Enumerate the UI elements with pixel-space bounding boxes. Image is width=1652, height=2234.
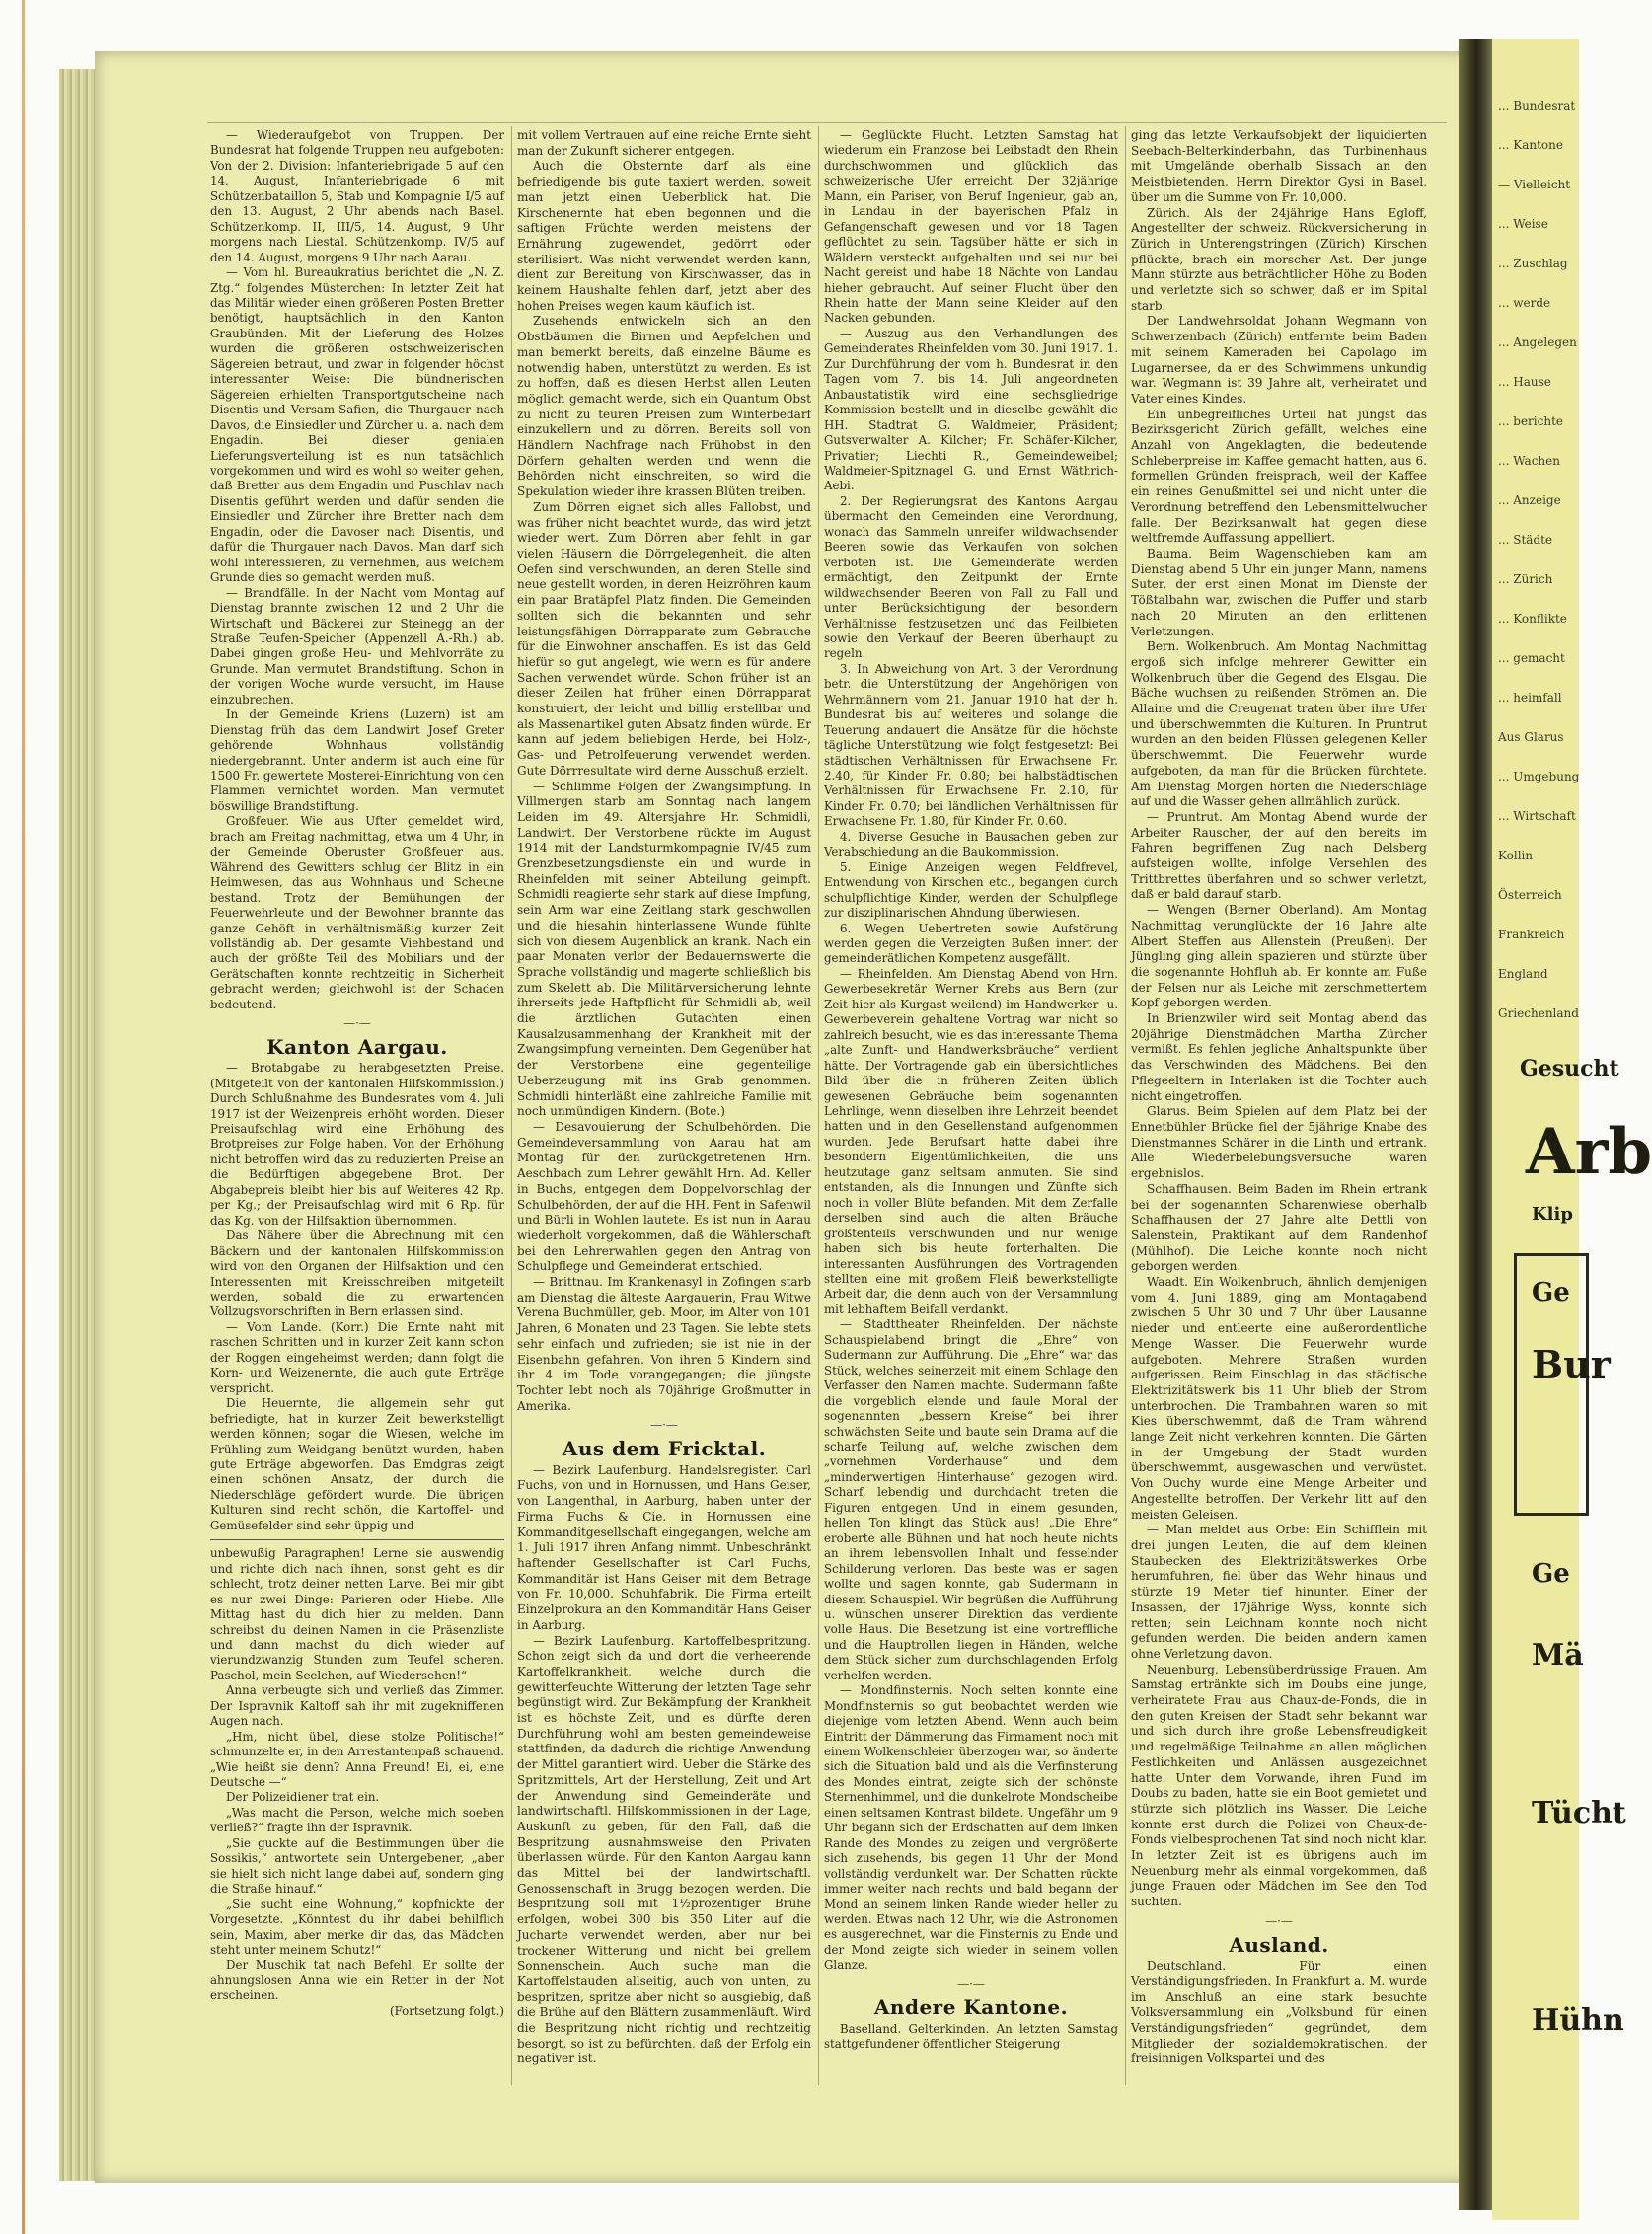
next-page-text-line: Aus Glarus [1498,730,1564,744]
article-truppen: — Wiederaufgebot von Truppen. Der Bundesrat hat folgende Truppen neu aufgeboten: Von der 2. Division: Infanteriebrigade 5 auf den 14. August, Infanteriebrigade 6 mit Schützenbataillon 5, Stab und Kompagnie I/5 auf den 13. August, 2 Uhr abends nach Basel. Schützenkomp. II, III/5, 14. August, 9 Uhr morgens nach Liestal. Schützenkomp. IV/5 auf den 14. August, morgens 9 Uhr nach Aarau. [210,128,504,264]
feuilleton-text: „Sie sucht eine Wohnung,“ kopfnickte der Vorgesetzte. „Könntest du ihr dabei behilflich sein, Maxim, aber merke dir das, das Mädchen steht unter meinem Schutz!“ [210,1897,504,1958]
next-page-text-line: Österreich [1498,888,1562,902]
article-gelterkinden-cont: ging das letzte Verkaufsobjekt der liquidierten Seebach-Belterkinderbahn, das Turbinenhaus mit Umgelände oberhalb Sissach an den Meistbietenden, Herrn Direktor Gysi in Basel, über um die Summe von Fr. 10,000. [1131,128,1427,204]
article-flucht: — Geglückte Flucht. Letzten Samstag hat wiederum ein Franzose bei Leibstadt den Rhein durchschwommen und glücklich das schweizerische Ufer erreicht. Der 32jährige Mann, ein Pariser, von Beruf Ingenieur, gab an, in Landau in der bayerischen Pfalz in Gefangenschaft gewesen und vor 18 Tagen geflüchtet zu sein. Tagsüber hätte er sich in Wäldern versteckt aufgehalten und sei nur bei Nacht gereist und habe 18 Nächte von Landau hieher gebraucht. Auf seiner Flucht über den Rhein hatte der Mann seine Kleider auf den Nacken gebunden. [824,128,1118,326]
next-page-text-line: ... Kantone [1498,138,1563,152]
article-wengen: — Wengen (Berner Oberland). Am Montag Nachmittag verunglückte der 16 Jahre alte Albert Steffen aus Allenstein (Preußen). Der Jüngling ging allein spazieren und stürzte über die sogenannte Hohfluh ab. Er konnte am Fuße der Felsen nur als Leiche mit zerschmettertem Kopf geborgen werden. [1131,903,1427,1010]
top-rule [207,122,1447,123]
article-baselland: Baselland. Gelterkinden. An letzten Samstag stattgefundener öffentlicher Steigerung [824,2021,1118,2051]
next-page-ad-subtitle: Klip [1532,1204,1573,1225]
article-brittnau: — Brittnau. Im Krankenasyl in Zofingen starb am Dienstag die älteste Aargauerin, Frau Witwe Verena Buchmüller, geb. Moor, im Alter von 101 Jahren, 6 Monaten und 23 Tagen. Sie lebte stets sehr einfach und zufrieden; sie ist nie in der Eisenbahn gefahren. Von ihren 5 Kindern sind ihr 4 im Tode vorangegangen; die jüngste Tochter lebt noch als 70jährige Großmutter in Amerika. [517,1275,811,1413]
feuilleton-text: „Was macht die Person, welche mich soeben verließ?“ fragte ihn der Ispravnik. [210,1805,504,1835]
article-gemeinderat-4: 4. Diverse Gesuche in Bausachen geben zur Verabschiedung an die Baukommission. [824,829,1118,859]
article-waadt: Waadt. Ein Wolkenbruch, ähnlich demjenigen vom 4. Juni 1889, ging am Montagabend zwischen 5 Uhr 30 und 7 Uhr über Lausanne nieder und entleerte eine außerordentliche Menge Wasser. Die Feuerwehr wurde aufgeboten. Mehrere Straßen wurden aufgerissen. Beim Einschlag in das städtische Elektrizitätswerk bis 11 Uhr blieb der Strom unterbrochen. Die Trambahnen waren so mit Kies überschwemmt, daß die Tram während lange Zeit nicht verkehren konnten. Die Gärten in der Umgebung der Stadt wurden überschwemmt, ausgewaschen und verwüstet. Von Ouchy wurde eine Menge Arbeiter und Angestellte betroffen. Der Verkehr litt auf den meisten Geleisen. [1131,1275,1427,1522]
article-glarus: Glarus. Beim Spielen auf dem Platz bei der Ennetbühler Brücke fiel der 5jährige Knabe des Dienstmannes Schärer in die Linth und ertrank. Alle Wiederbelebungsversuche waren ergebnislos. [1131,1104,1427,1181]
next-page-text-line: ... heimfall [1498,691,1562,705]
article-deutschland: Deutschland. Für einen Verständigungsfrieden. In Frankfurt a. M. wurde im Anschluß an eine stark besuchte Volksversammlung ein „Volksbund für einen Verständigungsfrieden“ gegründet, dem Mitglieder der sozialdemokratischen, der freisinnigen Volkspartei und des [1131,1959,1427,2066]
next-page-text-line: ... Anzeige [1498,493,1561,507]
next-page-text-line: ... Hause [1498,375,1551,389]
article-stadttheater: — Stadttheater Rheinfelden. Der nächste Schauspielabend bringt die „Ehre“ von Sudermann zur Aufführung. Die „Ehre“ war das Stück, welches seinerzeit mit einem Schlage den Verfasser den Namen machte. Sudermann faßte die vorgeblich elende und faule Moral der sogenannten „bessern Kreise“ bei ihrer schwächsten Seite und baute sein Drama auf die scharfe Teilung auf, welche zwischen dem „vornehmen Vorderhause“ und dem „minderwertigen Hinterhause“ gezogen wird. Scharf, lebendig und durchdacht treten die Figuren entgegen. Und in einem gesunden, hellen Ton klingt das Stück aus! „Die Ehre“ eroberte alle Bühnen und hat noch heute nichts an ihrem lebensvollen Inhalt und fesselnder Schilderung verloren. Das beste was er sagen wollte und sagen konnte, gab Sudermann in diesem Schauspiel. Wir begrüßen die Aufführung u. wünschen unserer Direktion das verdiente volle Haus. Die Besetzung ist eine vortreffliche und die Hauptrollen liegen in Händen, welche dem Stück sicher zum durchschlagenden Erfolg verhelfen werden. [824,1317,1118,1682]
section-heading-ausland: Ausland. [1229,1932,1329,1957]
article-brandfaelle: — Brandfälle. In der Nacht vom Montag auf Dienstag brannte zwischen 12 und 2 Uhr die Wirtschaft und Bäckerei zur Steinegg an der Straße Teufen-Speicher (Appenzell A.-Rh.) ab. Dabei gingen große Heu- und Mehlvorräte zu Grunde. Man vermutet Brandstiftung. Schon in der vorigen Woche wurde versucht, im Hause einzubrechen. [210,585,504,707]
next-page-text-line: ... werde [1498,296,1551,310]
next-page-ad-text: Ge [1532,1559,1570,1589]
next-page-ad-text: Tücht [1532,1796,1626,1830]
ornament-divider: —·— [1265,1913,1293,1928]
column-2 [517,128,811,2067]
next-page-text-line: ... Angelegen [1498,335,1577,349]
next-page-ad-text: Hühn [1532,2003,1624,2038]
next-page-text-line: ... Umgebung [1498,770,1580,783]
article-mondfinsternis: — Mondfinsternis. Noch selten konnte eine Mondfinsternis so gut beobachtet werden wie diejenige vom letzten Abend. Wenn auch beim Eintritt der Dämmerung das Firmament noch mit einem Wolkenschleier überzogen war, so änderte sich die Situation bald und als die Verfinsterung des Mondes eintrat, zeigte sich der schönste Sternenhimmel, und die dunkelrote Mondscheibe einen seltsamen Kontrast bildete. Ungefähr um 9 Uhr begann sich der Erdschatten auf dem linken Rande des Mondes zu zeigen und vergrößerte sich zusehends, bis gegen 11 Uhr der Mond vollständig verdunkelt war. Der Schatten rückte immer weiter nach rechts und bald begann der Mond an seinem linken Rande wieder heller zu werden. Etwas nach 12 Uhr, wie die Astronomen es ausgerechnet, war die Finsternis zu Ende und der Mond zeigte sich wieder in seinem vollen Glanze. [824,1683,1118,1973]
article-obsternte: Auch die Obsternte darf als eine befriedigende bis gute taxiert werden, soweit man jetzt einen Ueberblick hat. Die Kirschenernte hat eben begonnen und die saftigen Früchte werden meistens der Ernährung zugewendet, gedörrt oder sterilisiert. Was nicht verwendet werden kann, dient zur Bereitung von Kirschwasser, das in keinem Haushalte fehlen darf, jetzt aber des hohen Preises wegen kaum käuflich ist. [517,159,811,313]
article-wegmann: Der Landwehrsoldat Johann Wegmann von Schwerzenbach (Zürich) entfernte beim Baden mit seinem Kameraden bei Capolago im Lugarnersee, da er des Schwimmens unkundig war. Wegmann ist 39 Jahre alt, verheiratet und Vater eines Kindes. [1131,314,1427,406]
article-zwangsimpfung: — Schlimme Folgen der Zwangsimpfung. In Villmergen starb am Sonntag nach langem Leiden im 49. Altersjahre Hr. Schmidli, Landwirt. Der Verstorbene rückte im August 1914 mit der Landsturmkompagnie IV/45 zum Grenzbesetzungsdienste ein und wurde in Rheinfelden mit seiner Abteilung geimpft. Schmidli reagierte sehr stark auf diese Impfung, sein Arm war eine Zeitlang stark geschwollen und die hiesahin hinterlassene Wunde fühlte sich von diesem Augenblick an krank. Nach ein paar Monaten verlor der Bedauernswerte die Sprache vollständig und magerte schließlich bis zum Skelett ab. Die Militärversicherung lehnte ihrerseits jede Haftpflicht für Schmidli ab, weil die ärztlichen Gutachten einen Kausalzusammenhang der Krankheit mit der Zwangsimpfung verneinten. Dem Gegenüber hat der Verstorbene eine gegenteilige Ueberzeugung mit ins Grab genommen. Schmidli hinterläßt eine zahlreiche Familie mit noch unmündigen Kindern. (Bote.) [517,779,811,1119]
column-separator [511,126,512,2085]
next-page-text-line: Frankreich [1498,928,1565,941]
next-page-text-line: ... Städte [1498,533,1553,547]
binding-string [22,0,25,2234]
article-gemeinderat-3: 3. In Abweichung von Art. 3 der Verordnung betr. die Unterstützung der Angehörigen von Wehrmännern vom 21. Januar 1910 hat der h. Bundesrat bis auf weiteres und solange die Teuerung andauert die Ansätze für die höchste tägliche Unterstützung wie folgt festgesetzt: Bei städtischen Verhältnissen für Erwachsene Fr. 2.40, für Kinder Fr. 0.80; bei halbstädtischen Verhältnissen für Erwachsene Fr. 2.10, für Kinder Fr. 0.70; bei ländlichen Verhältnissen für Erwachsene Fr. 1.80, für Kinder Fr. 0.60. [824,661,1118,829]
article-ernte-cont: mit vollem Vertrauen auf eine reiche Ernte sieht man der Zukunft sicherer entgegen. [517,128,811,158]
article-vom-lande: — Vom Lande. (Korr.) Die Ernte naht mit raschen Schritten und in kurzer Zeit kann schon der Roggen eingeheimst werden; dann folgt die Korn- und Weizenernte, die auch gute Erträge verspricht. [210,1319,504,1395]
next-page-ad-text: Ge [1532,1278,1570,1307]
article-obstbaeume: Zusehends entwickeln sich an den Obstbäumen die Birnen und Aepfelchen und man bemerkt bereits, daß einzelne Bäume es notwendig haben, unterstützt zu werden. Es ist zu hoffen, daß es diesen Herbst allen Leuten möglich gemacht werde, sich ein Quantum Obst zu nicht zu teuren Preisen zum Winterbedarf einzukellern und zu dörren. Bereits soll von Händlern Nachfrage nach Frühobst in den Dörfern gehalten werden und wenn die Behörden nicht einschreiten, so wird die Spekulation wieder ihre krassen Blüten treiben. [517,314,811,499]
article-zuerich: Zürich. Als der 24jährige Hans Egloff, Angestellter der schweiz. Rückversicherung in Zürich in Unterengstringen (Zürich) Kirschen pflückte, brach ein morscher Ast. Der junge Mann stürzte aus beträchtlicher Höhe zu Boden und verletzte sich so schwer, daß er im Spital starb. [1131,205,1427,313]
column-separator [818,126,819,2085]
column-3 [824,128,1118,2052]
article-kriens: In der Gemeinde Kriens (Luzern) ist am Dienstag früh das dem Landwirt Josef Greter gehörende Wohnhaus vollständig niedergebrannt. Unter anderm ist auch eine für 1500 Fr. gewertete Mosterei-Einrichtung von den Flammen vernichtet worden. Man vermutet böswillige Brandstiftung. [210,707,504,813]
ornament-divider: —·— [343,1016,371,1031]
article-kartoffelbespritzung: — Bezirk Laufenburg. Kartoffelbespritzung. Schon zeigt sich da und dort die verheerende Kartoffelkrankheit, welche durch die gewitterfeuchte Witterung der letzten Tage sehr begünstigt wird. Zur Bekämpfung der Krankheit ist es höchste Zeit, und es dürfte deren Durchführung wohl am besten gemeindeweise stattfinden, da dadurch die richtige Anwendung der Mittel garantiert wird. Ueber die Stärke des Spritzmittels, Art der Herstellung, Zeit und Art der Anwendung sind Gemeinderäte und landwirtschaftl. Hilfskommissionen in der Lage, Auskunft zu geben, für den Fall, daß die Bespritzung ausnahmsweise den Privaten überlassen würde. Für den Kanton Aargau kann das Mittel bei der landwirtschaftl. Genossenschaft in Brugg bezogen werden. Die Bespritzung soll mit 1½prozentiger Brühe erfolgen, wobei 300 bis 350 Liter auf die Jucharte verwendet werden, aber nur bei trockener Witterung und nicht bei grellem Sonnenschein. Auch suche man die Kartoffelstauden allseitig, auch von unten, zu bespritzen, spritze aber nicht so ausgiebig, daß die Brühe auf den Blättern zusammenläuft. Wird die Bespritzung nicht richtig und rechtzeitig besorgt, so ist zu befürchten, daß der Erfolg ein negativer ist. [517,1633,811,2066]
article-bauma: Bauma. Beim Wagenschieben kam am Dienstag abend 5 Uhr ein junger Mann, namens Suter, der erst einen Monat im Dienste der Tößtalbahn war, zwischen die Puffer und starb nach 20 Minuten an den erlittenen Verletzungen. [1131,546,1427,638]
article-gemeinderat: — Auszug aus den Verhandlungen des Gemeinderates Rheinfelden vom 30. Juni 1917. 1. Zur Durchführung der vom h. Bundesrat in den Tagen vom 7. bis 14. Juli angeordneten Anbaustatistik wird eine sechsgliedrige Kommission bestellt und in dieselbe gewählt die HH. Stadtrat G. Waldmeier, Präsident; Gutsverwalter A. Kilcher; Fr. Schäfer-Kilcher, Privatier; Liechti R., Gemeindeweibel; Waldmeier-Spitznagel G. und Ernst Wäthrich-Aebi. [824,326,1118,493]
next-page-text-line: Kollin [1498,849,1534,862]
article-grossfeuer: Großfeuer. Wie aus Ufter gemeldet wird, brach am Freitag nachmittag, etwa um 4 Uhr, in der Gemeinde Oberuster Großfeuer aus. Während des Gewitters schlug der Blitz in ein Heimwesen, das aus Wohnhaus und Scheune bestand. Trotz der Bemühungen der Feuerwehrleute und der Bewohner brannte das ganze Gehöft in verhältnismäßig kurzer Zeit vollständig ab. Der gesamte Viehbestand und auch der größte Teil des Mobiliars und der Gerätschaften konnte rechtzeitig in Sicherheit gebracht werden; gleichwohl ist der Schaden bedeutend. [210,814,504,1011]
article-bezirksgericht: Ein unbegreifliches Urteil hat jüngst das Bezirksgericht Zürich gefällt, welches eine Anzahl von Angeklagten, die bedeutende Schleberpreise im Kaffee gemacht hatten, aus 6. formellen Gründen freisprach, weil der Kaffee ein reines Genußmittel sei und nicht unter die Verordnung betreffend den Lebensmittelwucher falle. Der Bezirksanwalt hat gegen diese weltfremde Auffassung appelliert. [1131,407,1427,546]
column-separator [1125,126,1126,2085]
next-page-ad-title: Arb [1526,1115,1652,1189]
next-page-text-line: ... Wachen [1498,454,1560,468]
article-brienzwiler: In Brienzwiler wird seit Montag abend das 20jährige Dienstmädchen Martha Zürcher vermißt. Es fehlen jegliche Anhaltspunkte über das Verschwinden des Mädchens. Bei den Pflegeeltern in Interlaken ist die Tochter auch nicht eingetroffen. [1131,1011,1427,1103]
ornament-divider: —·— [650,1418,678,1433]
article-neuenburg: Neuenburg. Lebensüberdrüssige Frauen. Am Samstag ertränkte sich im Doubs eine junge, verheiratete Frau aus Chaux-de-Fonds, die in den guten Kreisen der Stadt sehr bekannt war und sich durch ihre große Lebensfreudigkeit und regelmäßige Teilnahme an allen möglichen Festlichkeiten und Anlässen ausgezeichnet hatte. Unter dem Vorwande, ihren Fund im Doubs zu baden, hatte sie ein Boot gemietet und stürzte sich plötzlich ins Wasser. Die Leiche konnte erst durch die Polizei von Chaux-de-Fonds vielbesprochenen Tat sind noch nicht klar. In letzter Zeit ist es übrigens auch im Neuenburg mehr als einmal vorgekommen, daß junge Frauen oder Mädchen im See den Tod suchten. [1131,1662,1427,1909]
article-doerren: Zum Dörren eignet sich alles Fallobst, und was früher nicht beachtet wurde, das wird jetzt wieder wert. Zum Dörren aber fehlt in gar vielen Häusern die Dörrgelegenheit, die alten Oefen sind verschwunden, an deren Stelle sind neue gestellt worden, in deren Heizröhren kaum ein paar Bratäpfel Platz finden. Die Gemeinden sollten sich die bekannten und sehr leistungsfähigen Dörrapparate zum Gebrauche für die Einwohner anschaffen. Es ist das Geld hiefür so gut angelegt, wie wenn es für andere Sachen verwendet würde. Schon früher ist an dieser Zeilen hat früher einen Dörrapparat konstruiert, der leicht und billig erstellbar und als Massenartikel guten Absatz finden würde. Er kann auf jedem beliebigen Herde, bei Holz-, Gas- und Petrolfeuerung verwendet werden. Gute Dörrresultate wird derne Ausschuß erzielt. [517,499,811,778]
article-rheinfelden-vortrag: — Rheinfelden. Am Dienstag Abend von Hrn. Gewerbesekretär Werner Krebs aus Bern (zur Zeit hier als Kurgast weilend) im Handwerker- u. Gewerbeverein gehaltene Vortrag war nicht so zahlreich besucht, wie es das interessante Thema „alte Zunft- und Handwerksbräuche“ verdient hätte. Der Vortragende gab ein übersichtliches Bild über die in früheren Zeiten üblich gewesenen Gebräuche beim sogenannten Lehrlinge, wenn dieselben ihre Lehrzeit beendet hatten und in den Gesellenstand aufgenommen wurden. Jede Berufsart hatte dabei ihre besondern Eigentümlichkeiten, die uns heutzutage ganz seltsam anmuten. Sie sind entstanden, als die Innungen und Zünfte sich noch in voller Blüte befanden. Mit dem Zerfalle derselben sind auch die alten Bräuche größtenteils verschwunden und nur wenige haben sich bis heute forterhalten. Die interessanten Ausführungen des Vortragenden stellten eine mit großem Fleiß bewerkstelligte Arbeit dar, die denn auch von der Versammlung mit lebhaftem Beifall verdankt. [824,966,1118,1316]
next-page-text-line: Griechenland [1498,1006,1579,1020]
feuilleton-text: Der Muschik tat nach Befehl. Er sollte der ahnungslosen Anna wie ein Retter in der Not erscheinen. [210,1958,504,2003]
next-page-ad-text: Bur [1532,1342,1611,1386]
next-page-text-line: ... Wirtschaft [1498,809,1576,823]
section-heading-andere-kantone: Andere Kantone. [873,1995,1069,2020]
continuation-note: (Fortsetzung folgt.) [390,2003,504,2018]
column-1 [210,128,504,2019]
article-gemeinderat-6: 6. Wegen Uebertreten sowie Aufstörung werden gegen die Verzeigten Bußen innert der gemeinderätlichen Kompetenz ausgefällt. [824,921,1118,966]
article-gemeinderat-5: 5. Einige Anzeigen wegen Feldfrevel, Entwendung von Kirschen etc., begangen durch schulpflichtige Kinder, werden der Schulpflege zur disziplinarischen Ahndung überwiesen. [824,859,1118,921]
next-page-ad-heading: Gesucht [1520,1056,1619,1081]
article-abrechnung: Das Nähere über die Abrechnung mit den Bäckern und der kantonalen Hilfskommission wird von den Organen der Hilfsaktion und den Interessenten mit Kreisschreiben mitgeteilt werden, sobald die zu erwartenden Vollzugsvorschriften in Bern erlassen sind. [210,1229,504,1319]
next-page-text-line: ... Bundesrat [1498,99,1576,112]
section-heading-fricktal: Aus dem Fricktal. [562,1437,767,1461]
next-page-text-line: ... Weise [1498,217,1548,231]
article-bureaukratius: — Vom hl. Bureaukratius berichtet die „N. Z. Ztg.“ folgendes Müsterchen: In letzter Zeit hat das Militär wieder einen größeren Posten Bretter benötigt, hauptsächlich in den Kanton Graubünden. Mit der Lieferung des Holzes wurden die größeren ostschweizerischen Sägereien betraut, und zwar in folgender höchst interessanter Weise: Die bündnerischen Sägereien erhielten Transportgutscheine nach Disentis und Versam-Safien, die Thurgauer nach Davos, die Einsiedler und Zürcher u. a. nach dem Engadin. Bei dieser genialen Lieferungsverteilung ist es nun tatsächlich vorgekommen und wird es wohl so weiter gehen, daß Bretter aus dem Engadin und Puschlav nach Disentis geführt werden und dafür senden die Einsiedler und Zürcher ihre Bretter nach dem Engadin, oder die Davoser nach Disentis, und dafür die Thurgauer nach Davos. Man darf sich wohl interessieren, zu vernehmen, aus welchem Grunde dies so gemacht werden muß. [210,265,504,585]
feuilleton-rule [210,1539,504,1540]
article-pruntrut: — Pruntrut. Am Montag Abend wurde der Arbeiter Rauscher, der auf den bereits im Fahren begriffenen Zug nach Delsberg aufsteigen wollte, infolge Versehlen des Trittbrettes überfahren und so schwer verletzt, daß er bald darauf starb. [1131,809,1427,902]
next-page-sliver [1492,39,1652,2220]
article-wolkenbruch-bern: Bern. Wolkenbruch. Am Montag Nachmittag ergoß sich infolge mehrerer Gewitter ein Wolkenbruch über die Gegend des Elsgau. Die Bäche wuchsen zu reißenden Strömen an. Die Allaine und die Creugenat traten über ihre Ufer und überschwemmten die Kulturen. In Pruntrut wurden an den beiden Flüssen gelegenen Keller überschwemmt. Die Feuerwehr wurde aufgeboten, da man für die Brücken fürchtete. Am Dienstag Morgen hörten die Niederschläge auf und die Wasser gehen allmählich zurück. [1131,639,1427,809]
article-handelsregister: — Bezirk Laufenburg. Handelsregister. Carl Fuchs, von und in Hornussen, und Hans Geiser, von Langenthal, in Aarburg, haben unter der Firma Fuchs & Cie. in Hornussen eine Kommanditgesellschaft eingegangen, welche am 1. Juli 1917 ihren Anfang nimmt. Unbeschränkt haftender Gesellschafter ist Carl Fuchs, Kommanditär ist Hans Geiser mit dem Betrage von Fr. 10,000. Schuhfabrik. Die Firma erteilt Einzelprokura an den Kommanditär Hans Geiser in Aarburg. [517,1462,811,1632]
column-4 [1131,128,1427,2067]
article-brotabgabe: — Brotabgabe zu herabgesetzten Preise. (Mitgeteilt von der kantonalen Hilfskommission.) Durch Schlußnahme des Bundesrates vom 4. Juli 1917 ist der Weizenpreis erhöht worden. Dieser Preisaufschlag wird eine Erhöhung des Brotpreises zur Folge haben. Von der Erhöhung nicht betroffen wird das zu reduzierten Preise an die Bedürftigen abgegebene Brot. Der Abgabepreis bleibt hier bis auf Weiteres 42 Rp. per Kg.; der Preisaufschlag wird mit 6 Rp. für das Kg. von der Hilfsaktion übernommen. [210,1061,504,1228]
next-page-text-line: ... Zuschlag [1498,257,1568,270]
next-page-ad-text: Mä [1532,1638,1584,1673]
next-page-text-line: ... Konflikte [1498,612,1567,626]
next-page-text-line: ... berichte [1498,414,1563,428]
article-schulbehoerden: — Desavouierung der Schulbehörden. Die Gemeindeversammlung von Aarau hat am Montag für den zurückgetretenen Hrn. Aeschbach zum Lehrer gewählt Hrn. Ad. Keller in Buchs, entgegen dem Doppelvorschlag der Schulbehörden, der auf die HH. Fent in Safenwil und Bürli in Wohlen lautete. Es ist nun in Aarau wiederholt vorgekommen, daß die Wählerschaft bei den Lehrerwahlen gegen den Antrag von Schulpflege und Gemeinderat entschied. [517,1120,811,1274]
article-schaffhausen: Schaffhausen. Beim Baden im Rhein ertrank bei der sogenannten Scharenwiese oberhalb Schaffhausen der 27 Jahre alte Dettli von Salenstein, Praktikant auf dem Randenhof (Mühlhof). Die Leiche konnte noch nicht geborgen werden. [1131,1181,1427,1274]
feuilleton-text: Anna verbeugte sich und verließ das Zimmer. Der Ispravnik Kaltoff sah ihr mit zugekniffenen Augen nach. [210,1683,504,1729]
feuilleton-text: unbewußig Paragraphen! Lerne sie auswendig und richte dich nach ihnen, sonst geht es dir schlecht, trotz deiner netten Larve. Bei mir gibt es nur zwei Dinge: Parieren oder Hiebe. Alle Mittag hast du dich hier zu melden. Dann schreibst du deinen Namen in die Präsenzliste und dann machst du dich wieder auf vierundzwanzig Stunden zum Teufel scheren. Paschol, mein Seelchen, auf Wiedersehen!“ [210,1546,504,1682]
feuilleton-text: „Hm, nicht übel, diese stolze Politische!“ schmunzelte er, in den Arrestantenpaß schauend. „Wie heißt sie denn? Anna Freund! Ei, ei, eine Deutsche —“ [210,1729,504,1790]
feuilleton-text: Der Polizeidiener trat ein. [226,1790,380,1805]
ornament-divider: —·— [957,1976,985,1991]
feuilleton-text: „Sie guckte auf die Bestimmungen über die Sossikis,“ antwortete sein Untergebener, „aber sie hielt sich nicht lange dabei auf, sondern ging die Straße hinauf.“ [210,1835,504,1897]
next-page-text-line: — Vielleicht [1498,178,1571,191]
next-page-text-line: England [1498,967,1548,981]
article-orbe: — Man meldet aus Orbe: Ein Schifflein mit drei jungen Leuten, die auf dem kleinen Staubecken des Elektrizitätswerkes Orbe herumfuhren, fiel über das Wehr hinaus und stürzte 19 Meter tief hinunter. Einer der Insassen, der 17jährige Wyss, konnte sich retten; sein Leichnam konnte noch nicht gefunden werden. Die beiden andern kamen ohne Verletzung davon. [1131,1523,1427,1661]
article-gemeinderat-2: 2. Der Regierungsrat des Kantons Aargau übermacht den Gemeinden eine Verordnung, wonach das Sammeln unreifer wildwachsender Beeren sowie das Verkaufen von solchen verboten ist. Die Gemeinderäte werden ermächtigt, den Zeitpunkt der Ernte wildwachsender Beeren von Fall zu Fall und unter Berücksichtigung der besondern Verhältnisse festzusetzen und das Feilbieten sowie den Verkauf der Beeren überhaupt zu regeln. [824,493,1118,661]
next-page-text-line: ... Zürich [1498,572,1553,586]
section-heading-kanton-aargau: Kanton Aargau. [266,1034,448,1059]
article-heuernte: Die Heuernte, die allgemein sehr gut befriedigte, hat in kurzer Zeit bewerkstelligt werden können; sogar die Wiesen, welche im Frühling zum Weidgang benützt wurden, haben gute Erträge abgeworfen. Das Emdgras zeigt einen schönen Ansatz, der durch die Niederschläge gefördert wurde. Die übrigen Kulturen sind recht schön, die Kartoffel- und Gemüsefelder sind sehr üppig und [210,1396,504,1532]
next-page-text-line: ... gemacht [1498,651,1565,665]
